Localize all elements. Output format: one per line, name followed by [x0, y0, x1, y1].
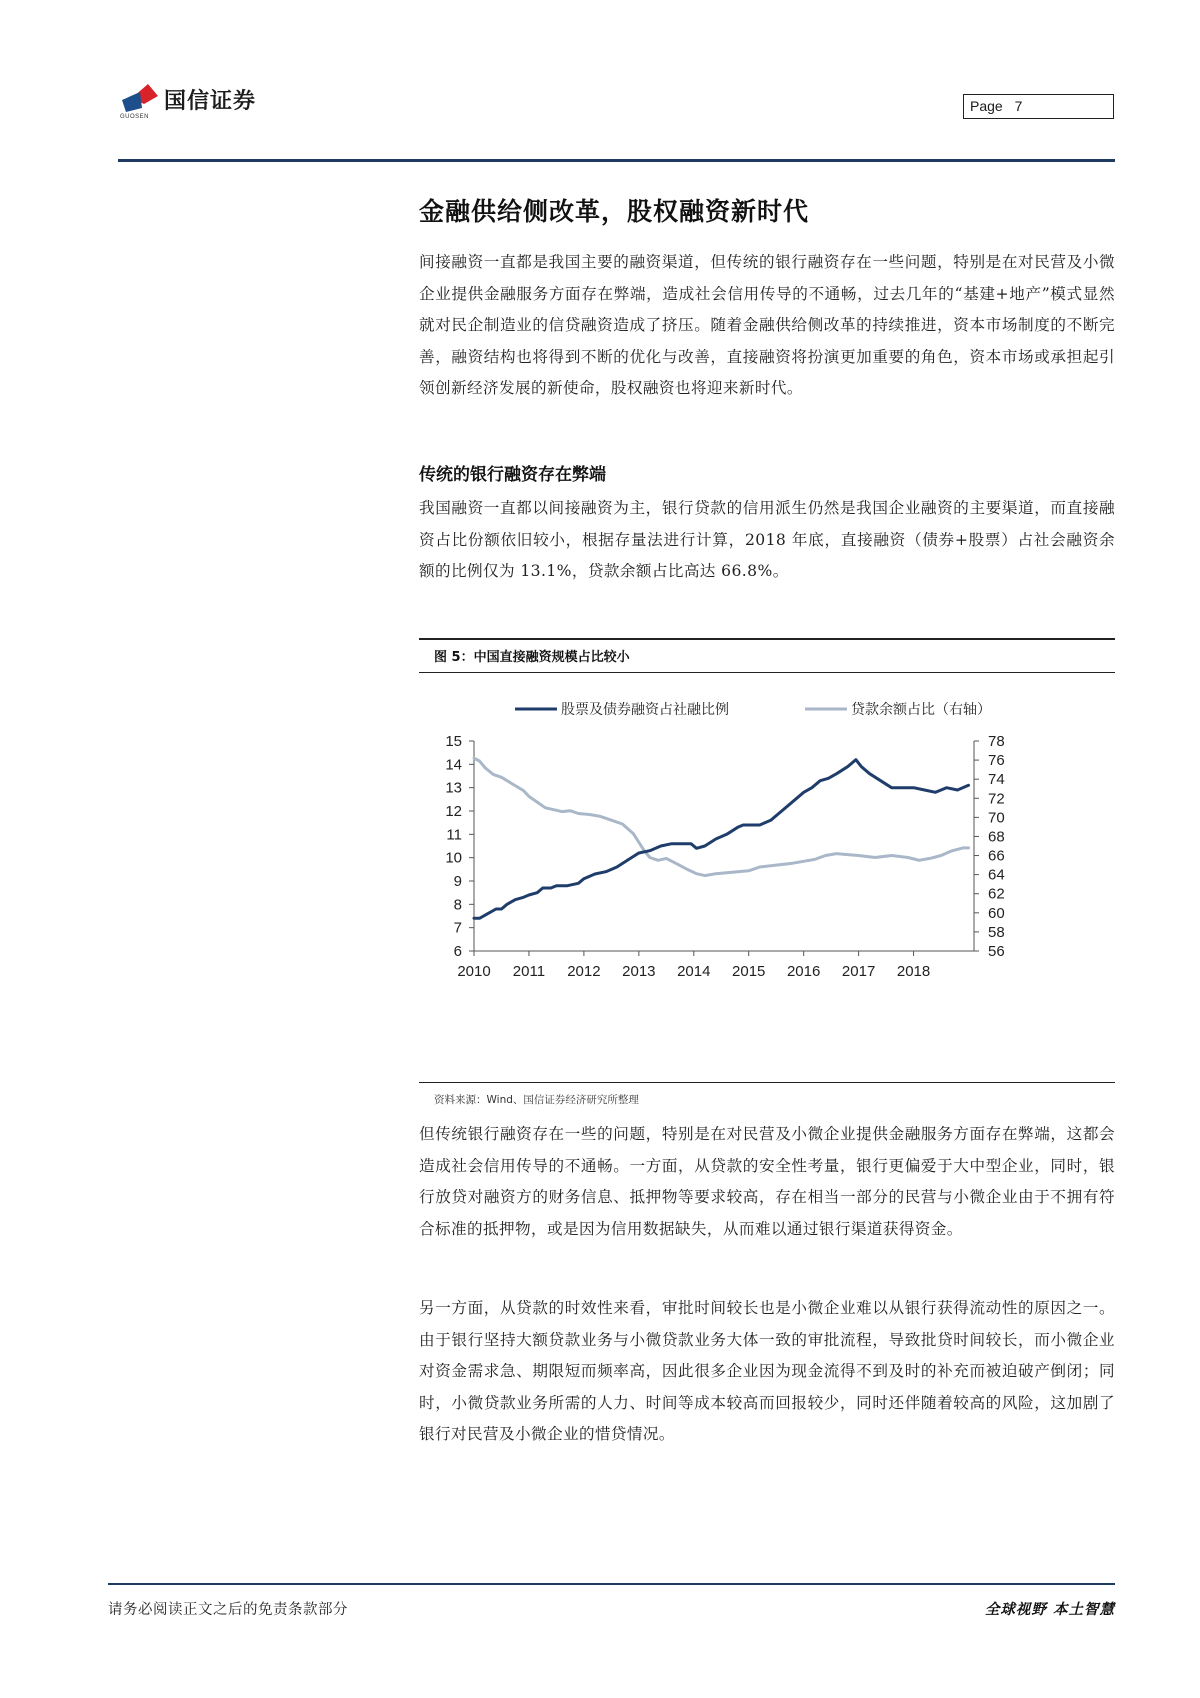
line-chart — [419, 675, 1115, 1080]
series-line-loan-share — [474, 758, 969, 875]
footer-disclaimer: 请务必阅读正文之后的免责条款部分 — [108, 1602, 348, 1618]
right-y-tick-label: 70 — [988, 809, 1005, 827]
left-y-tick-label: 12 — [445, 803, 462, 820]
logo-blue-shape — [122, 92, 142, 112]
left-y-tick-label: 7 — [453, 919, 462, 937]
left-y-tick-label: 11 — [446, 826, 462, 844]
page-label: Page — [970, 98, 1003, 114]
paragraph-3: 但传统银行融资存在一些的问题，特别是在对民营及小微企业提供金融服务方面存在弊端，这都会造成社会信用传导的不通畅。一方面，从贷款的安全性考量，银行更偏爱于大中型企业，同时，银行放贷对融资方的财务信息、抵押物等要求较高，存在相当一部分的民营与小微企业由于不拥有符合标准的抵押物，或是因为信用数据缺失，从而难以通过银行渠道获得资金。 — [419, 1125, 1115, 1238]
page-indicator — [963, 94, 1114, 119]
footer-rule — [108, 1583, 1115, 1585]
figure-bottom-rule — [419, 1082, 1115, 1083]
figure-source: 资料来源：Wind、国信证券经济研究所整理 — [434, 1094, 639, 1106]
section-heading: 传统的银行融资存在弊端 — [419, 465, 606, 485]
left-y-tick-label: 13 — [445, 779, 462, 797]
legend-label-light: 贷款余额占比（右轴） — [851, 701, 991, 717]
right-y-tick-label: 74 — [988, 771, 1005, 789]
right-y-tick-label: 68 — [988, 828, 1005, 846]
legend-label-dark: 股票及债券融资占社融比例 — [561, 701, 729, 717]
x-tick-label: 2011 — [512, 963, 546, 980]
intro-paragraph: 间接融资一直都是我国主要的融资渠道，但传统的银行融资存在一些问题，特别是在对民营及小微企业提供金融服务方面存在弊端，造成社会信用传导的不通畅，过去几年的“基建+地产”模式显然就对民企制造业的信贷融资造成了挤压。随着金融供给侧改革的持续推进，资本市场制度的不断完善，融资结构也将得到不断的优化与改善，直接融资将扮演更加重要的角色，资本市场或承担起引领创新经济发展的新使命，股权融资也将迎来新时代。 — [419, 253, 1115, 397]
logo — [118, 80, 288, 122]
left-y-tick-label: 14 — [445, 756, 462, 774]
figure-title-rule — [419, 672, 1115, 673]
left-y-tick-label: 8 — [453, 896, 462, 914]
x-tick-label: 2012 — [567, 963, 601, 980]
right-y-tick-label: 66 — [988, 847, 1005, 865]
logo-text: 国信证券 — [164, 89, 257, 114]
right-y-tick-label: 78 — [988, 733, 1005, 750]
x-tick-label: 2018 — [896, 963, 931, 980]
paragraph-4: 另一方面，从贷款的时效性来看，审批时间较长也是小微企业难以从银行获得流动性的原因之一。由于银行坚持大额贷款业务与小微贷款业务大体一致的审批流程，导致批贷时间较长，而小微企业对资金需求急、期限短而频率高，因此很多企业因为现金流得不到及时的补充而被迫破产倒闭；同时，小微贷款业务所需的人力、时间等成本较高而回报较少，同时还伴随着较高的风险，这加剧了银行对民营及小微企业的惜贷情况。 — [419, 1299, 1115, 1443]
left-y-tick-label: 9 — [453, 873, 462, 890]
x-tick-label: 2015 — [732, 963, 766, 980]
right-y-tick-label: 64 — [988, 866, 1005, 884]
x-tick-label: 2016 — [786, 963, 821, 980]
x-tick-label: 2010 — [457, 963, 491, 980]
left-y-tick-label: 6 — [453, 943, 462, 960]
x-tick-label: 2017 — [841, 963, 876, 980]
right-y-tick-label: 62 — [988, 885, 1005, 903]
right-y-tick-label: 58 — [988, 923, 1005, 941]
x-tick-label: 2014 — [677, 963, 711, 980]
right-y-tick-label: 56 — [988, 943, 1005, 960]
footer-slogan: 全球视野 本土智慧 — [984, 1602, 1115, 1618]
figure-top-rule — [419, 638, 1115, 640]
right-y-tick-label: 76 — [988, 752, 1005, 770]
guosen-logo-icon — [118, 82, 162, 116]
left-y-tick-label: 15 — [445, 733, 462, 750]
legend — [515, 701, 991, 717]
logo-subtext: GUOSEN — [120, 114, 150, 120]
x-tick-label: 2013 — [622, 963, 656, 980]
page-title: 金融供给侧改革，股权融资新时代 — [419, 197, 810, 226]
figure-title: 图 5：中国直接融资规模占比较小 — [434, 650, 630, 665]
header-rule — [118, 159, 1115, 162]
series-line-direct-financing — [474, 760, 969, 919]
page-number: 7 — [1014, 98, 1023, 114]
right-y-tick-label: 72 — [988, 790, 1005, 808]
right-y-tick-label: 60 — [988, 904, 1005, 922]
left-y-tick-label: 10 — [445, 849, 462, 867]
section-paragraph: 我国融资一直都以间接融资为主，银行贷款的信用派生仍然是我国企业融资的主要渠道，而直接融资占比份额依旧较小，根据存量法进行计算，2018 年底，直接融资（债券+股票）占社会融资余额的比例仅为 13.1%，贷款余额占比高达 66.8%。 — [419, 499, 1115, 580]
